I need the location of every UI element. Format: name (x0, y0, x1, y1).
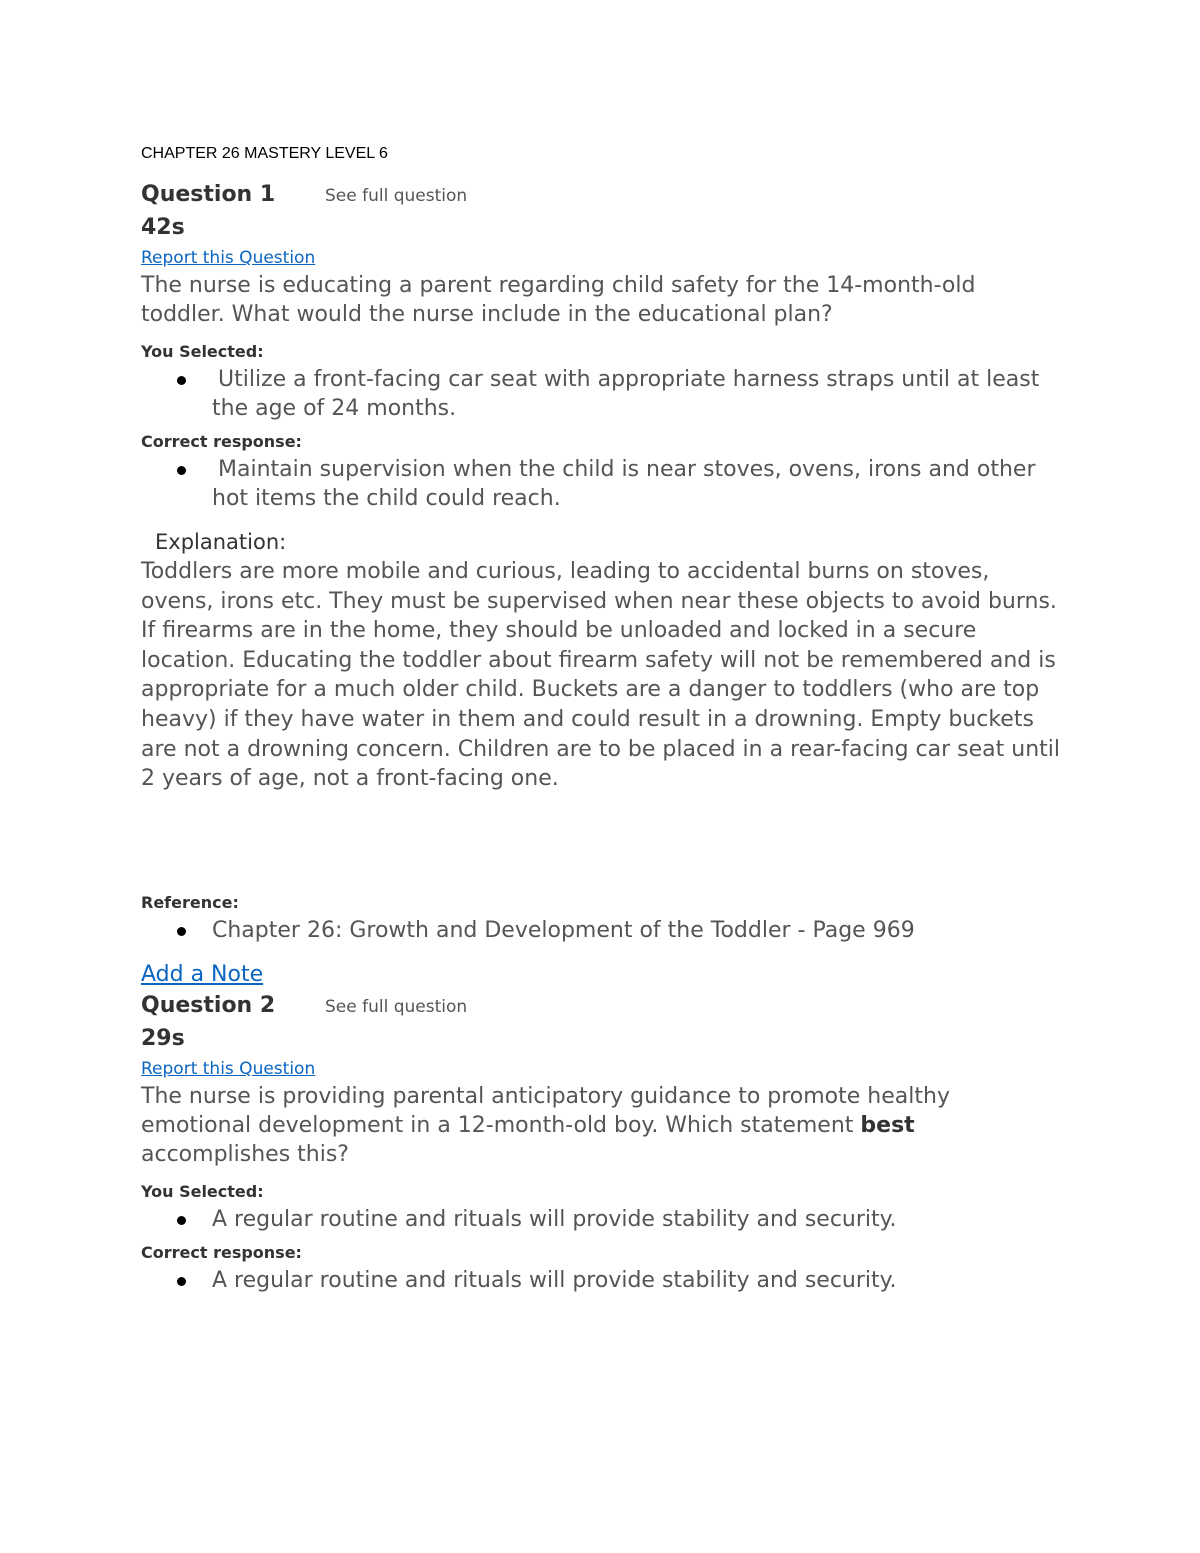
question-title: Question 2 (141, 992, 276, 1018)
you-selected-label: You Selected: (141, 1181, 264, 1201)
question-time: 29s (141, 1025, 185, 1051)
explanation-text: Toddlers are more mobile and curious, leading to accidental burns on stoves, ovens, irons etc. They must be supervised when near these objects to avoid burns. If firearms are in the home, they should be unloaded and locked in a secure location. Educating the toddler about firearm safety will not be remembered and is appropriate for a much older child. Buckets are a danger to toddlers (who are top heavy) if they have water in them and could result in a drowning. Empty buckets are not a drowning concern. Children are to be placed in a rear-facing car seat until 2 years of age, not a front-facing one. (141, 559, 1061, 792)
explanation-label: Explanation: (155, 530, 287, 554)
bullet-icon (177, 376, 186, 385)
reference-text: Chapter 26: Growth and Development of the Toddler - Page 969 (212, 917, 915, 943)
see-full-question-link[interactable]: See full question (325, 996, 468, 1017)
add-note-link[interactable]: Add a Note (141, 961, 264, 987)
question-2 (141, 991, 1061, 1295)
list-item (141, 455, 1061, 513)
see-full-question-link[interactable]: See full question (325, 186, 468, 206)
question-stem-text-end: accomplishes this? (141, 1141, 349, 1167)
list-item (141, 916, 1061, 945)
question-1 (141, 180, 1061, 991)
document-title: CHAPTER 26 MASTERY LEVEL 6 (141, 145, 388, 162)
bullet-icon (177, 1216, 186, 1225)
question-title: Question 1 (141, 182, 276, 207)
question-stem-text: The nurse is providing parental anticipatory guidance to promote healthy emotional development in a 12-month-old boy. Which statement (141, 1083, 950, 1138)
selected-answer-text: A regular routine and rituals will provide stability and security. (212, 1206, 897, 1232)
list-item (141, 1266, 1061, 1295)
you-selected-list (141, 365, 1061, 423)
you-selected-list (141, 1205, 1061, 1234)
question-header (141, 991, 1061, 1022)
reference-label: Reference: (141, 892, 239, 912)
correct-answer-text: Maintain supervision when the child is near stoves, ovens, irons and other hot items the child could reach. (212, 457, 1036, 511)
bullet-icon (177, 927, 186, 936)
question-stem (141, 1082, 1061, 1169)
list-item (141, 1205, 1061, 1234)
selected-answer-text: Utilize a front-facing car seat with appropriate harness straps until at least the age of 24 months. (212, 367, 1040, 421)
question-stem-emphasis: best (860, 1112, 915, 1138)
question-stem: The nurse is educating a parent regarding child safety for the 14-month-old toddler. What would the nurse include in the educational plan? (141, 273, 976, 327)
document-page (141, 142, 1061, 1303)
report-question-link[interactable]: Report this Question (141, 1058, 316, 1079)
bullet-icon (177, 1277, 186, 1286)
correct-response-list (141, 455, 1061, 513)
correct-response-list (141, 1266, 1061, 1295)
you-selected-label: You Selected: (141, 342, 264, 361)
question-header (141, 180, 1061, 211)
list-item (141, 365, 1061, 423)
correct-response-label: Correct response: (141, 1242, 302, 1262)
reference-list (141, 916, 1061, 945)
report-question-link[interactable]: Report this Question (141, 248, 316, 268)
bullet-icon (177, 466, 186, 475)
correct-answer-text: A regular routine and rituals will provide stability and security. (212, 1267, 897, 1293)
correct-response-label: Correct response: (141, 432, 302, 451)
question-time: 42s (141, 215, 185, 240)
